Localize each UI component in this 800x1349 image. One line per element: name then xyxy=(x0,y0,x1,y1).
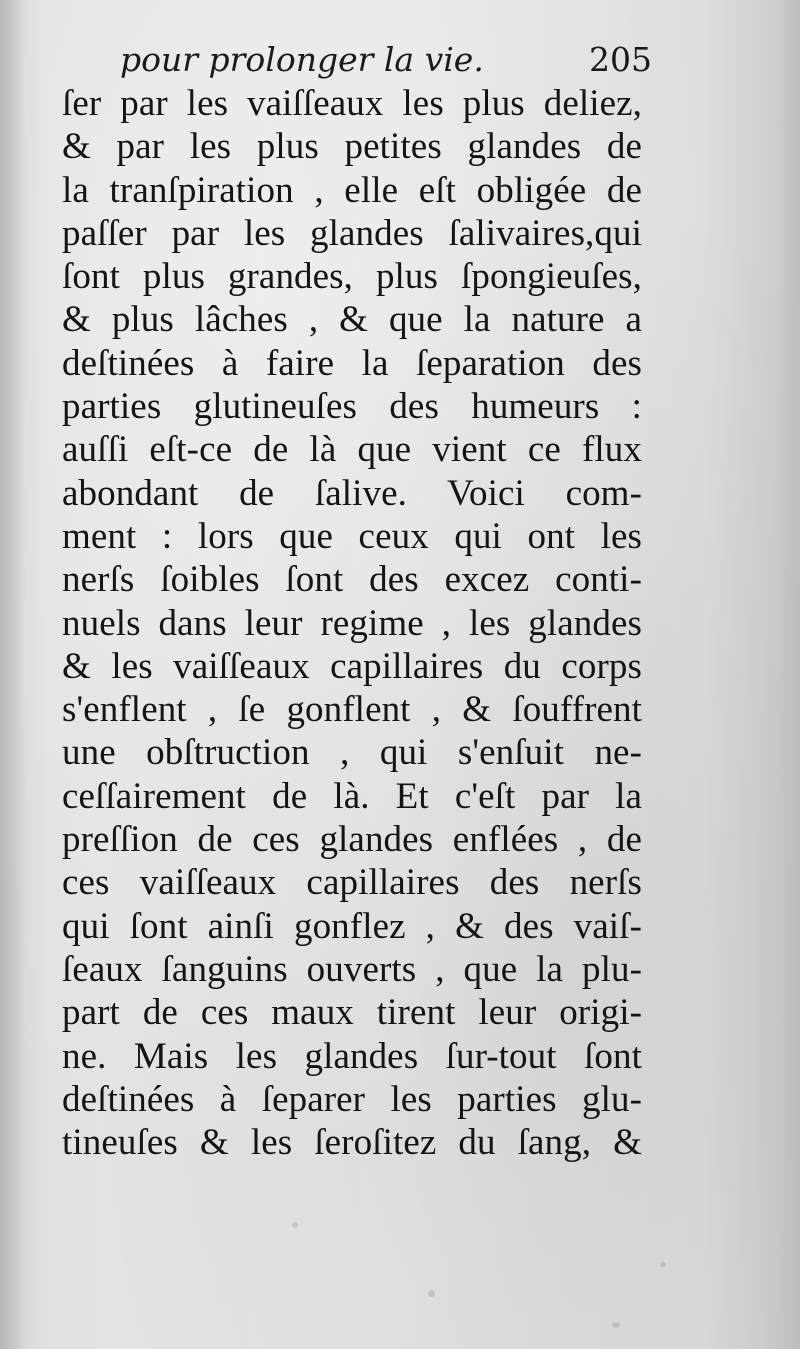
page-number: 205 xyxy=(589,40,652,79)
text-line-14: & les vaiſſeaux capillaires du corps xyxy=(62,645,642,687)
text-line-7: deſtinées à faire la ſeparation des xyxy=(62,342,642,384)
text-line-13: nuels dans leur regime , les glandes xyxy=(62,602,642,644)
running-title: pour prolonger la vie. xyxy=(120,40,484,79)
text-line-18: preſſion de ces glandes enflées , de xyxy=(62,819,642,861)
text-line-5: ſont plus grandes, plus ſpongieuſes, xyxy=(62,256,642,298)
ink-speck xyxy=(660,1262,666,1267)
text-line-1: ſer par les vaiſſeaux les plus deliez, xyxy=(62,83,642,124)
text-line-10: abondant de ſalive. Voici com- xyxy=(62,472,642,514)
text-line-25: tineuſes & les ſeroſitez du ſang, & xyxy=(62,1122,642,1164)
text-line-2: & par les plus petites glandes de xyxy=(62,126,642,168)
text-line-24: deſtinées à ſeparer les parties glu- xyxy=(62,1078,642,1120)
ink-speck xyxy=(428,1290,435,1297)
page-left-edge-shadow xyxy=(0,0,26,1349)
text-line-8: parties glutineuſes des humeurs : xyxy=(62,386,642,428)
page-right-edge-shadow xyxy=(778,0,800,1349)
text-line-17: ceſſairement de là. Et c'eſt par la xyxy=(62,775,642,817)
text-line-22: part de ces maux tirent leur origi- xyxy=(62,992,642,1034)
body-text xyxy=(62,82,642,1164)
text-line-19: ces vaiſſeaux capillaires des nerſs xyxy=(62,862,642,904)
text-line-20: qui ſont ainſi gonflez , & des vaiſ- xyxy=(62,905,642,947)
text-line-4: paſſer par les glandes ſalivaires,qui xyxy=(62,212,642,254)
text-line-15: s'enflent , ſe gonflent , & ſouffrent xyxy=(62,689,642,731)
page-header xyxy=(120,38,652,82)
text-line-23: ne. Mais les glandes ſur-tout ſont xyxy=(62,1035,642,1077)
text-line-9: auſſi eſt-ce de là que vient ce flux xyxy=(62,429,642,471)
ink-speck xyxy=(292,1222,298,1228)
ink-speck xyxy=(612,1322,620,1328)
text-line-3: la tranſpiration , elle eſt obligée de xyxy=(62,169,642,211)
text-line-11: ment : lors que ceux qui ont les xyxy=(62,515,642,557)
text-line-16: une obſtruction , qui s'enſuit ne- xyxy=(62,732,642,774)
text-line-6: & plus lâches , & que la nature a xyxy=(62,299,642,341)
text-line-21: ſeaux ſanguins ouverts , que la plu- xyxy=(62,948,642,990)
text-line-12: nerſs ſoibles ſont des excez conti- xyxy=(62,559,642,601)
